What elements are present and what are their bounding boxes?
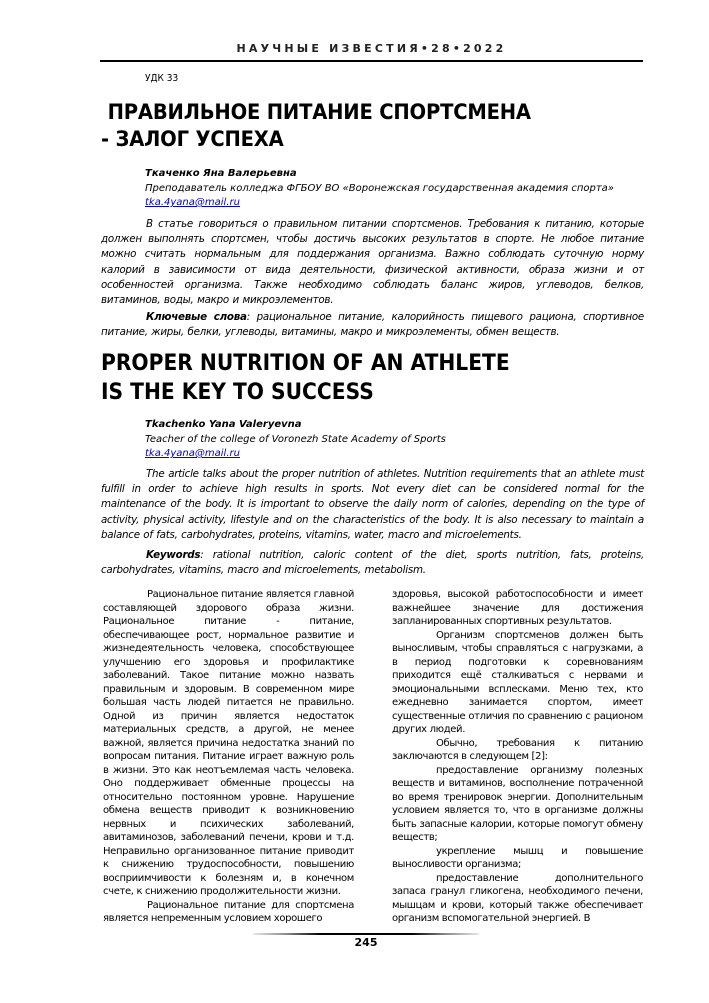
udk-code: УДК 33	[145, 73, 179, 84]
body-paragraph: Рациональное питание для спортсмена является непременным условием хорошего	[103, 899, 354, 924]
keywords-russian	[101, 310, 644, 340]
title-english	[101, 349, 598, 407]
author-email-link-ru[interactable]: tka.4yana@mail.ru	[145, 197, 240, 208]
title-ru-line-2: - ЗАЛОГ УСПЕХА	[101, 127, 284, 151]
page-number: 245	[354, 936, 378, 949]
list-item: укрепление мышц и повышение выносливости организма;	[392, 845, 643, 870]
author-email-link-en[interactable]: tka.4yana@mail.ru	[145, 448, 240, 459]
keywords-english	[101, 548, 644, 578]
body-paragraph-continuation: здоровья, высокой работоспособности и имеет важнейшее значение для достижения запланированных спортивных результатов.	[392, 589, 643, 627]
title-en-line-2: IS THE KEY TO SUCCESS	[101, 380, 374, 405]
keywords-text-ru: : рациональное питание, калорийность пищевого рациона, спортивное питание, жиры, белки, углеводы, витамины, макро и микроэлементы, обмен веществ.	[101, 311, 645, 339]
author-affiliation-en: Teacher of the college of Voronezh State Academy of Sports	[145, 433, 446, 445]
abstract-russian: В статье говориться о правильном питании спортсменов. Требования к питанию, которые должен выполнять спортсмен, чтобы достичь высоких результатов в спорте. Не любое питание можно считать нормальным для поддержания организма. Важно соблюдать суточную норму калорий в зависимости от вида деятельности, физической активности, образа жизни и от особенностей организма. Также необходимо соблюдать баланс жиров, углеводов, белков, витаминов, воды, макро и микроэлементов.	[101, 218, 644, 307]
keywords-label-en: Keywords	[146, 549, 201, 561]
title-en-line-1: PROPER NUTRITION OF AN ATHLETE	[101, 351, 510, 376]
author-name-ru: Ткаченко Яна Валерьевна	[145, 168, 297, 179]
list-item: предоставление дополнительного запаса гранул гликогена, необходимого печени, мышцам и крови, который также обеспечивает организм вспомогательной энергией. В	[392, 872, 643, 924]
running-header: НАУЧНЫЕ ИЗВЕСТИЯ•28•2022	[236, 42, 507, 55]
title-ru-line-1: ПРАВИЛЬНОЕ ПИТАНИЕ СПОРТСМЕНА	[101, 100, 531, 124]
body-column-left	[103, 588, 354, 926]
body-column-right	[392, 588, 643, 926]
list-item: предоставление организму полезных веществ и витаминов, восполнение потраченной во время тренировок энергии. Дополнительным условием является то, что в организме должны быть запасные калории, которые помогут обмену веществ;	[392, 764, 643, 843]
body-paragraph: Рациональное питание является главной составляющей здорового образа жизни. Рациональное питание - питание, обеспечивающее рост, нормальное развитие и жизнедеятельность человека, способствующее улучшению его здоровья и профилактике заболеваний. Такое питание можно назвать правильным и здоровым. В современном мире большая часть людей питается не правильно. Одной из причин является недостаток материальных средств, а другой, не менее важной, является причина недостатка знаний по вопросам питания. Питание играет важную роль в жизни. Это как неотъемлемая часть человека. Оно поддерживает обменные процессы на относительно постоянном уровне. Нарушение обмена веществ приводит к возникновению нервных и психических заболеваний, авитаминозов, заболеваний печени, крови и т.д. Неправильно организованное питание приводит к снижению трудоспособности, повышению восприимчивости к болезням и, в конечном счете, к снижению продолжительности жизни.	[103, 589, 354, 897]
header-rule	[100, 60, 643, 62]
abstract-english: The article talks about the proper nutrition of athletes. Nutrition requirements that an athlete must fulfill in order to achieve high results in sports. Not every diet can be considered normal for the maintenance of the body. It is important to observe the daily norm of calories, depending on the type of activity, physical activity, lifestyle and on the characteristics of the body. It is also necessary to maintain a balance of fats, carbohydrates, proteins, vitamins, water, macro and microelements.	[101, 468, 644, 541]
body-paragraph: Обычно, требования к питанию заключаются в следующем [2]:	[392, 737, 643, 762]
keywords-text-en: : rational nutrition, caloric content of the diet, sports nutrition, fats, proteins, carbohydrates, vitamins, macro and microelements, metabolism.	[101, 549, 644, 577]
author-block-english	[145, 418, 645, 462]
author-affiliation-ru: Преподаватель колледжа ФГБОУ ВО «Воронежская государственная академия спорта»	[145, 182, 614, 194]
title-russian	[101, 99, 585, 153]
footer-rule	[253, 933, 479, 935]
author-name-en: Tkachenko Yana Valeryevna	[145, 419, 302, 430]
body-paragraph: Организм спортсменов должен быть выносливым, чтобы справляться с нагрузками, а в период подготовки к соревнованиям приходится ещё сталкиваться с нервами и эмоциональными всплесками. Меню тех, кто ежедневно занимается спортом, имеет существенные отличия по сравнению с рационом других людей.	[392, 629, 643, 735]
keywords-label-ru: Ключевые слова	[146, 311, 247, 323]
author-block-russian	[145, 167, 645, 211]
